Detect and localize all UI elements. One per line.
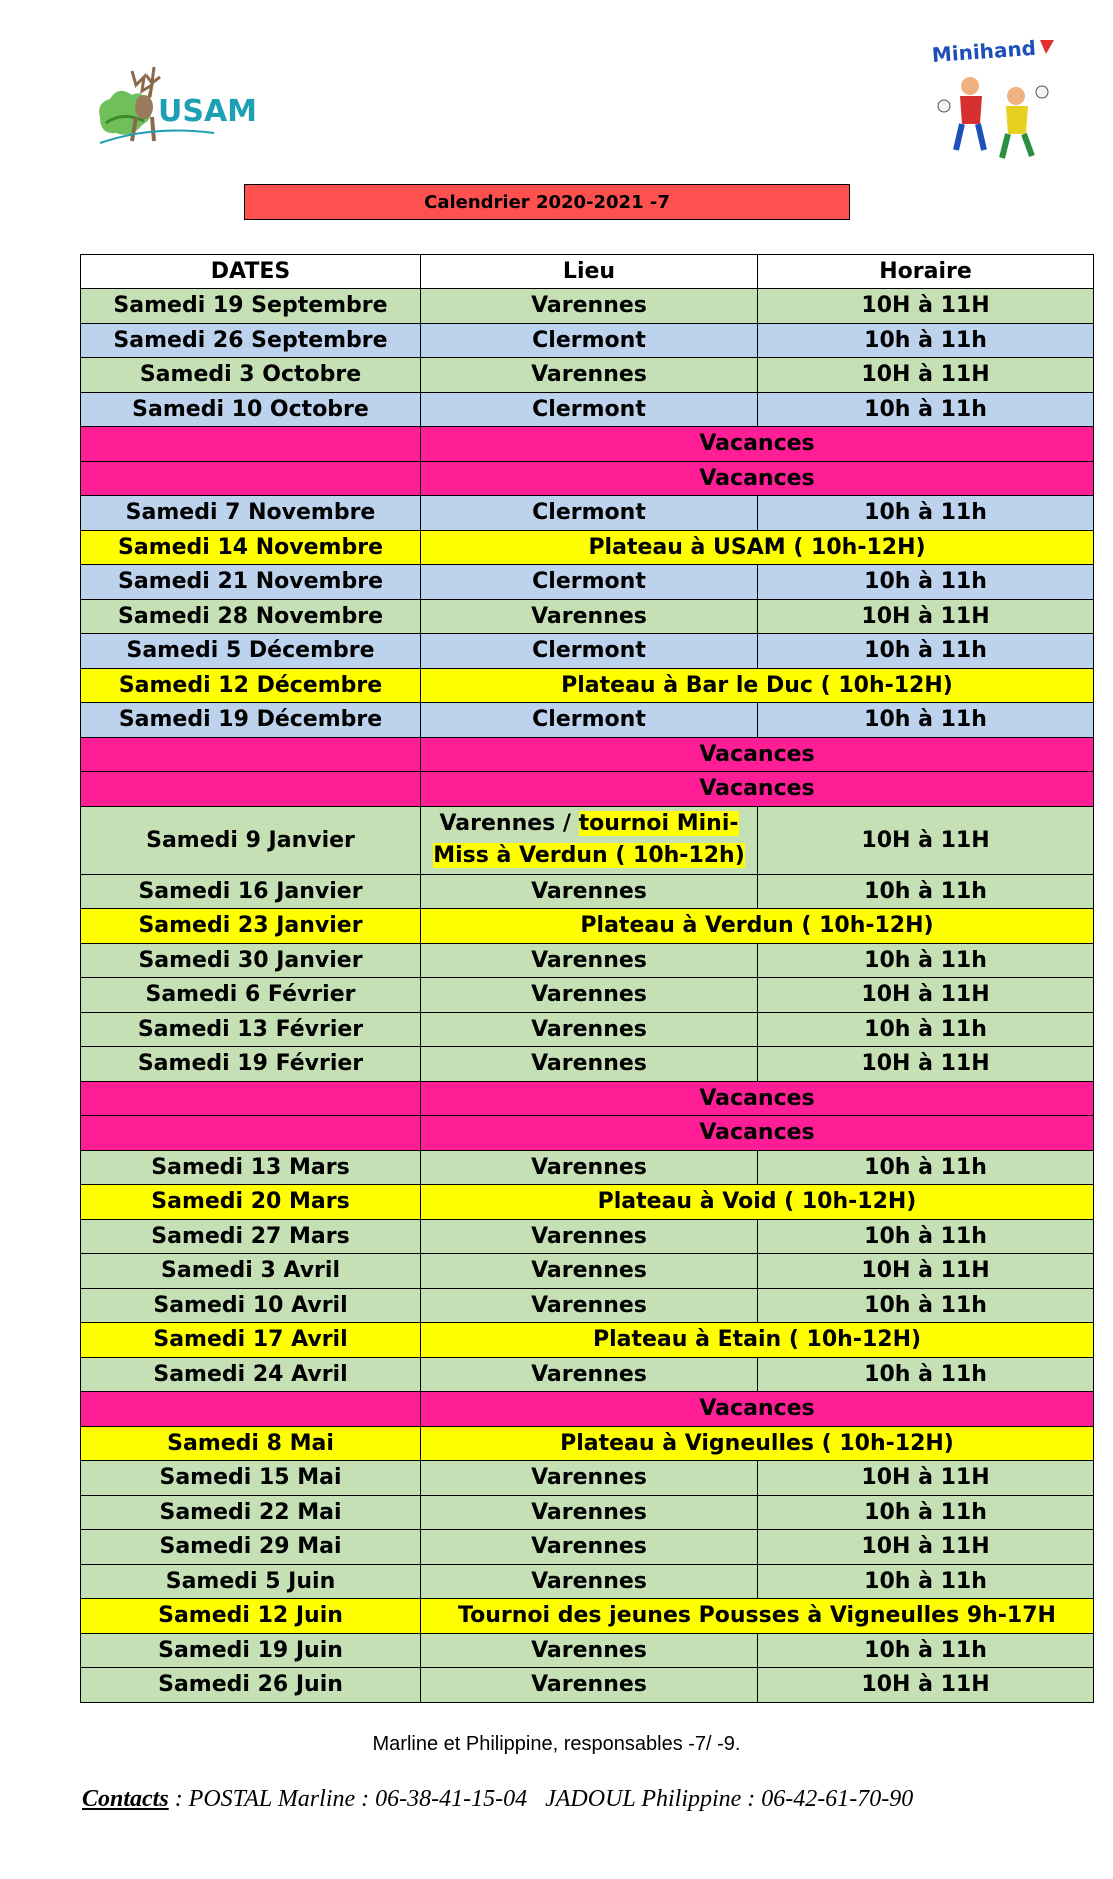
lieu-cell: Varennes xyxy=(421,943,758,978)
table-row xyxy=(81,703,1094,738)
horaire-cell: 10h à 11h xyxy=(758,565,1094,600)
horaire-cell: 10h à 11h xyxy=(758,1012,1094,1047)
date-cell: Samedi 23 Janvier xyxy=(81,909,421,944)
responsables-note: Marline et Philippine, responsables -7/ -9. xyxy=(372,1733,741,1755)
table-row xyxy=(81,737,1094,772)
date-cell: Samedi 7 Novembre xyxy=(81,496,421,531)
table-row xyxy=(81,909,1094,944)
lieu-cell: Varennes xyxy=(421,1461,758,1496)
minihand-logo xyxy=(930,34,1065,164)
lieu-cell: Varennes xyxy=(421,1633,758,1668)
table-row xyxy=(81,1461,1094,1496)
horaire-cell: 10H à 11H xyxy=(758,1254,1094,1289)
date-cell: Samedi 5 Décembre xyxy=(81,634,421,669)
date-cell: Samedi 3 Octobre xyxy=(81,358,421,393)
lieu-cell: Varennes xyxy=(421,1012,758,1047)
lieu-cell: Clermont xyxy=(421,323,758,358)
date-cell: Samedi 12 Décembre xyxy=(81,668,421,703)
event-cell: Plateau à Verdun ( 10h-12H) xyxy=(421,909,1094,944)
lieu-cell: Clermont xyxy=(421,634,758,669)
horaire-cell: 10h à 11h xyxy=(758,1219,1094,1254)
horaire-cell: 10h à 11h xyxy=(758,496,1094,531)
date-cell: Samedi 5 Juin xyxy=(81,1564,421,1599)
date-cell: Samedi 10 Avril xyxy=(81,1288,421,1323)
calendar-title: Calendrier 2020-2021 -7 xyxy=(244,184,850,220)
date-cell: Samedi 14 Novembre xyxy=(81,530,421,565)
date-cell: Samedi 19 Septembre xyxy=(81,289,421,324)
table-row xyxy=(81,668,1094,703)
horaire-cell: 10h à 11h xyxy=(758,1633,1094,1668)
lieu-cell: Varennes xyxy=(421,1530,758,1565)
event-cell: Plateau à Vigneulles ( 10h-12H) xyxy=(421,1426,1094,1461)
lieu-cell: Varennes xyxy=(421,874,758,909)
table-row xyxy=(81,1254,1094,1289)
svg-text:USAM: USAM xyxy=(158,94,258,129)
date-cell: Samedi 21 Novembre xyxy=(81,565,421,600)
lieu-cell: Varennes xyxy=(421,1254,758,1289)
table-row xyxy=(81,323,1094,358)
horaire-cell: 10h à 11h xyxy=(758,874,1094,909)
horaire-cell: 10H à 11H xyxy=(758,358,1094,393)
table-row xyxy=(81,1116,1094,1151)
date-cell: Samedi 19 Décembre xyxy=(81,703,421,738)
date-cell: Samedi 9 Janvier xyxy=(81,806,421,874)
event-cell: Plateau à Etain ( 10h-12H) xyxy=(421,1323,1094,1358)
lieu-plain-text: Varennes / xyxy=(439,811,579,836)
date-cell: Samedi 28 Novembre xyxy=(81,599,421,634)
date-cell xyxy=(81,1081,421,1116)
date-cell: Samedi 17 Avril xyxy=(81,1323,421,1358)
table-row xyxy=(81,978,1094,1013)
horaire-cell: 10H à 11H xyxy=(758,806,1094,874)
table-row xyxy=(81,427,1094,462)
header-dates: DATES xyxy=(81,255,421,289)
date-cell: Samedi 26 Septembre xyxy=(81,323,421,358)
date-cell xyxy=(81,1116,421,1151)
table-row xyxy=(81,1219,1094,1254)
lieu-cell: Varennes xyxy=(421,358,758,393)
date-cell: Samedi 22 Mai xyxy=(81,1495,421,1530)
vacances-cell: Vacances xyxy=(421,427,1094,462)
vacances-cell: Vacances xyxy=(421,1081,1094,1116)
contacts-label: Contacts xyxy=(82,1786,169,1812)
table-row xyxy=(81,1185,1094,1220)
table-row xyxy=(81,772,1094,807)
usam-logo xyxy=(92,55,258,155)
table-row xyxy=(81,392,1094,427)
date-cell xyxy=(81,737,421,772)
lieu-cell: Varennes xyxy=(421,1564,758,1599)
date-cell: Samedi 8 Mai xyxy=(81,1426,421,1461)
lieu-cell: Varennes xyxy=(421,1047,758,1082)
vacances-cell: Vacances xyxy=(421,461,1094,496)
table-row xyxy=(81,634,1094,669)
table-row xyxy=(81,461,1094,496)
lieu-cell: Varennes xyxy=(421,1668,758,1703)
table-row xyxy=(81,943,1094,978)
horaire-cell: 10H à 11H xyxy=(758,1530,1094,1565)
horaire-cell: 10H à 11H xyxy=(758,1461,1094,1496)
horaire-cell: 10h à 11h xyxy=(758,1495,1094,1530)
lieu-cell: Clermont xyxy=(421,496,758,531)
lieu-cell: Varennes xyxy=(421,1219,758,1254)
lieu-highlight-text: Miss à Verdun ( 10h-12h) xyxy=(433,843,745,868)
table-row xyxy=(81,1288,1094,1323)
vacances-cell: Vacances xyxy=(421,772,1094,807)
table-row xyxy=(81,1357,1094,1392)
event-cell: Plateau à Bar le Duc ( 10h-12H) xyxy=(421,668,1094,703)
table-row xyxy=(81,1012,1094,1047)
table-row xyxy=(81,289,1094,324)
table-header-row xyxy=(81,255,1094,289)
date-cell: Samedi 3 Avril xyxy=(81,1254,421,1289)
header-lieu: Lieu xyxy=(421,255,758,289)
horaire-cell: 10H à 11H xyxy=(758,599,1094,634)
date-cell: Samedi 13 Février xyxy=(81,1012,421,1047)
date-cell: Samedi 19 Juin xyxy=(81,1633,421,1668)
vacances-cell: Vacances xyxy=(421,1116,1094,1151)
calendar-table xyxy=(80,254,1094,1703)
date-cell xyxy=(81,461,421,496)
date-cell: Samedi 20 Mars xyxy=(81,1185,421,1220)
lieu-cell: Varennes xyxy=(421,289,758,324)
svg-text:Minihand: Minihand xyxy=(931,35,1037,68)
date-cell: Samedi 10 Octobre xyxy=(81,392,421,427)
horaire-cell: 10H à 11H xyxy=(758,289,1094,324)
horaire-cell: 10h à 11h xyxy=(758,1150,1094,1185)
lieu-cell xyxy=(421,806,758,874)
event-cell: Tournoi des jeunes Pousses à Vigneulles 9h-17H xyxy=(421,1599,1094,1634)
date-cell: Samedi 13 Mars xyxy=(81,1150,421,1185)
date-cell: Samedi 30 Janvier xyxy=(81,943,421,978)
vacances-cell: Vacances xyxy=(421,737,1094,772)
contacts-line xyxy=(82,1786,913,1813)
date-cell: Samedi 16 Janvier xyxy=(81,874,421,909)
table-row xyxy=(81,1081,1094,1116)
table-row xyxy=(81,1047,1094,1082)
header-horaire: Horaire xyxy=(758,255,1094,289)
date-cell: Samedi 29 Mai xyxy=(81,1530,421,1565)
horaire-cell: 10h à 11h xyxy=(758,1564,1094,1599)
lieu-cell: Varennes xyxy=(421,1357,758,1392)
event-cell: Plateau à Void ( 10h-12H) xyxy=(421,1185,1094,1220)
lieu-cell: Clermont xyxy=(421,565,758,600)
vacances-cell: Vacances xyxy=(421,1392,1094,1427)
date-cell: Samedi 27 Mars xyxy=(81,1219,421,1254)
table-row xyxy=(81,1150,1094,1185)
table-row xyxy=(81,496,1094,531)
horaire-cell: 10h à 11h xyxy=(758,943,1094,978)
table-row xyxy=(81,565,1094,600)
date-cell: Samedi 19 Février xyxy=(81,1047,421,1082)
horaire-cell: 10H à 11H xyxy=(758,1668,1094,1703)
lieu-cell: Varennes xyxy=(421,978,758,1013)
table-row xyxy=(81,530,1094,565)
date-cell: Samedi 6 Février xyxy=(81,978,421,1013)
lieu-highlight-text: tournoi Mini- xyxy=(578,811,739,836)
horaire-cell: 10h à 11h xyxy=(758,323,1094,358)
table-row xyxy=(81,874,1094,909)
horaire-cell: 10H à 11H xyxy=(758,978,1094,1013)
date-cell: Samedi 15 Mai xyxy=(81,1461,421,1496)
date-cell: Samedi 24 Avril xyxy=(81,1357,421,1392)
table-row xyxy=(81,1392,1094,1427)
table-row xyxy=(81,1564,1094,1599)
contacts-text: : POSTAL Marline : 06-38-41-15-04 JADOUL Philippine : 06-42-61-70-90 xyxy=(168,1786,914,1812)
horaire-cell: 10h à 11h xyxy=(758,634,1094,669)
date-cell xyxy=(81,1392,421,1427)
table-row xyxy=(81,1633,1094,1668)
lieu-cell: Varennes xyxy=(421,1288,758,1323)
lieu-cell: Clermont xyxy=(421,703,758,738)
calendar-body xyxy=(81,289,1094,1703)
horaire-cell: 10h à 11h xyxy=(758,1357,1094,1392)
table-row xyxy=(81,599,1094,634)
table-row xyxy=(81,1323,1094,1358)
lieu-cell: Clermont xyxy=(421,392,758,427)
table-row xyxy=(81,1599,1094,1634)
date-cell xyxy=(81,772,421,807)
lieu-cell: Varennes xyxy=(421,1150,758,1185)
date-cell: Samedi 26 Juin xyxy=(81,1668,421,1703)
table-row xyxy=(81,1426,1094,1461)
horaire-cell: 10h à 11h xyxy=(758,1288,1094,1323)
event-cell: Plateau à USAM ( 10h-12H) xyxy=(421,530,1094,565)
table-row xyxy=(81,806,1094,874)
table-row xyxy=(81,358,1094,393)
table-row xyxy=(81,1668,1094,1703)
horaire-cell: 10h à 11h xyxy=(758,392,1094,427)
table-row xyxy=(81,1495,1094,1530)
table-row xyxy=(81,1530,1094,1565)
lieu-cell: Varennes xyxy=(421,1495,758,1530)
lieu-cell: Varennes xyxy=(421,599,758,634)
horaire-cell: 10H à 11H xyxy=(758,1047,1094,1082)
date-cell: Samedi 12 Juin xyxy=(81,1599,421,1634)
date-cell xyxy=(81,427,421,462)
horaire-cell: 10h à 11h xyxy=(758,703,1094,738)
